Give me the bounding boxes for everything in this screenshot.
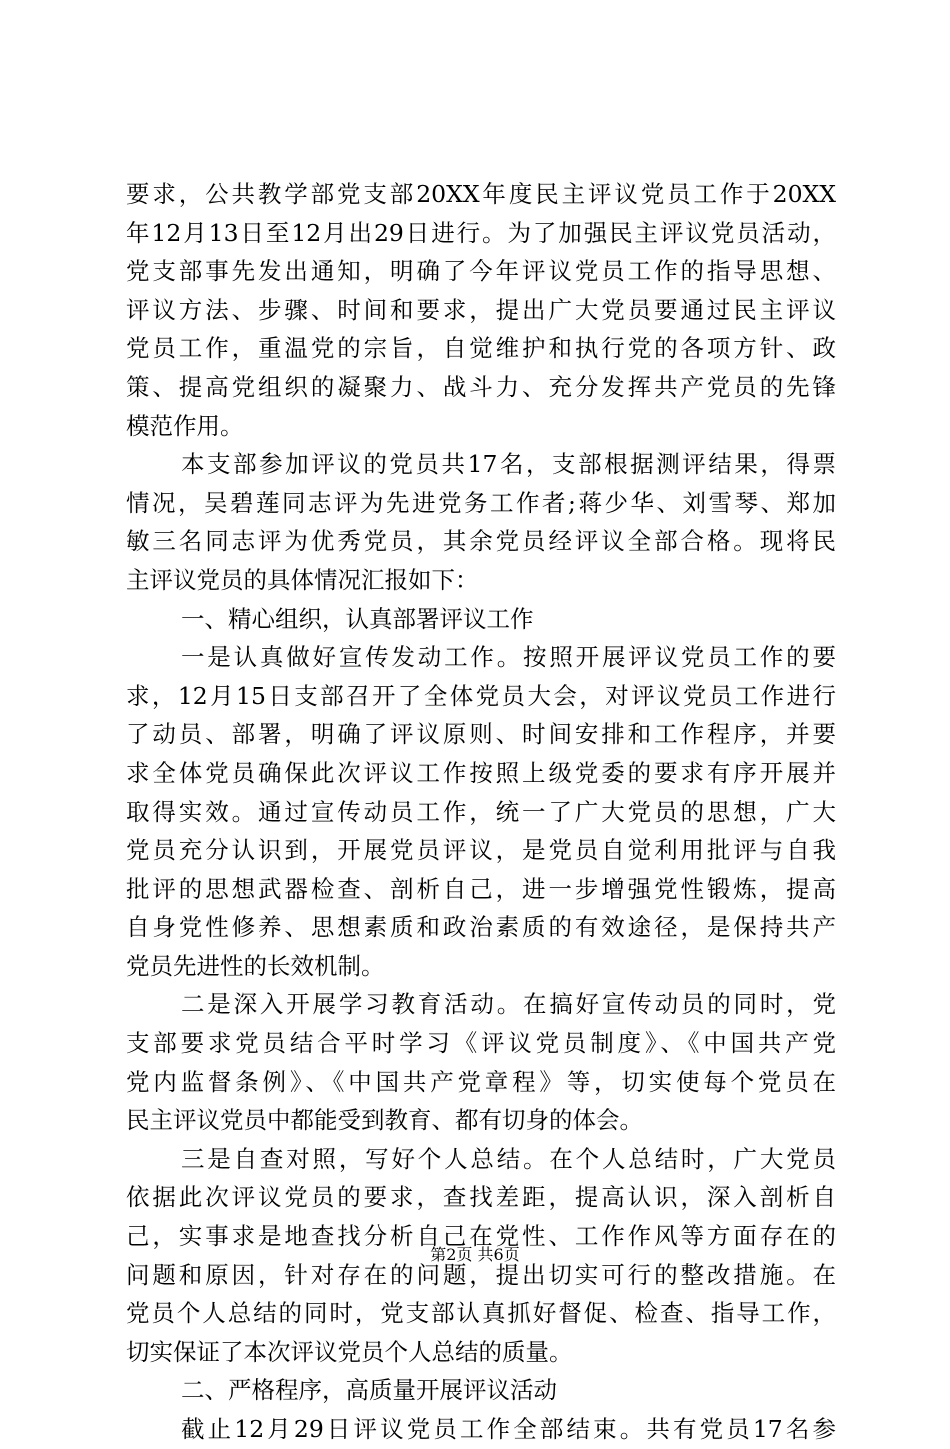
section-heading: 二、严格程序，高质量开展评议活动 [181,1376,557,1405]
paragraph-first-line: 二是深入开展学习教育活动。在搞好宣传动员的同时，党 [181,990,836,1019]
text-line: 党员先进性的长效机制。 [126,951,385,980]
page-number-footer: 第2页 共6页 [430,1245,520,1264]
text-line: 依据此次评议党员的要求，查找差距，提高认识，深入剖析自 [126,1183,836,1212]
text-line: 党支部事先发出通知，明确了今年评议党员工作的指导思想、 [126,257,836,286]
text-line: 模范作用。 [126,411,244,440]
text-line: 策、提高党组织的凝聚力、战斗力、充分发挥共产党员的先锋 [126,372,836,401]
paragraph-first-line: 一是认真做好宣传发动工作。按照开展评议党员工作的要 [181,643,836,672]
paragraph-first-line: 本支部参加评议的党员共17名，支部根据测评结果，得票 [181,450,836,479]
text-line: 党员充分认识到，开展党员评议，是党员自觉利用批评与自我 [126,836,836,865]
text-line: 情况，吴碧莲同志评为先进党务工作者;蒋少华、刘雪琴、郑加 [126,488,836,517]
text-line: 批评的思想武器检查、剖析自己，进一步增强党性锻炼，提高 [126,874,836,903]
text-line: 求全体党员确保此次评议工作按照上级党委的要求有序开展并 [126,758,836,787]
text-line: 党员个人总结的同时，党支部认真抓好督促、检查、指导工作， [126,1299,836,1328]
text-line: 敏三名同志评为优秀党员，其余党员经评议全部合格。现将民 [126,527,836,556]
paragraph-first-line: 三是自查对照，写好个人总结。在个人总结时，广大党员 [181,1144,836,1173]
text-line: 切实保证了本次评议党员个人总结的质量。 [126,1337,573,1366]
text-line: 了动员、部署，明确了评议原则、时间安排和工作程序，并要 [126,720,836,749]
text-line: 主评议党员的具体情况汇报如下： [126,565,479,594]
text-line: 评议方法、步骤、时间和要求，提出广大党员要通过民主评议 [126,295,836,324]
text-line: 党员工作，重温党的宗旨，自觉维护和执行党的各项方针、政 [126,334,836,363]
paragraph-first-line: 截止12月29日评议党员工作全部结束。共有党员17名参 [181,1415,836,1443]
text-line: 己，实事求是地查找分析自己在党性、工作作风等方面存在的 [126,1222,836,1251]
text-line: 问题和原因，针对存在的问题，提出切实可行的整改措施。在 [126,1260,836,1289]
text-line: 民主评议党员中都能受到教育、都有切身的体会。 [126,1106,643,1135]
section-heading: 一、精心组织，认真部署评议工作 [181,604,534,633]
text-line: 要求，公共教学部党支部20XX年度民主评议党员工作于20XX [126,180,836,208]
text-line: 支部要求党员结合平时学习《评议党员制度》、《中国共产党 [126,1029,836,1058]
text-line: 党内监督条例》、《中国共产党章程》等，切实使每个党员在 [126,1067,836,1096]
text-line: 自身党性修养、思想素质和政治素质的有效途径，是保持共产 [126,913,836,942]
text-line: 年12月13日至12月出29日进行。为了加强民主评议党员活动， [126,218,836,247]
text-line: 取得实效。通过宣传动员工作，统一了广大党员的思想，广大 [126,797,836,826]
text-line: 求，12月15日支部召开了全体党员大会，对评议党员工作进行 [126,681,836,710]
